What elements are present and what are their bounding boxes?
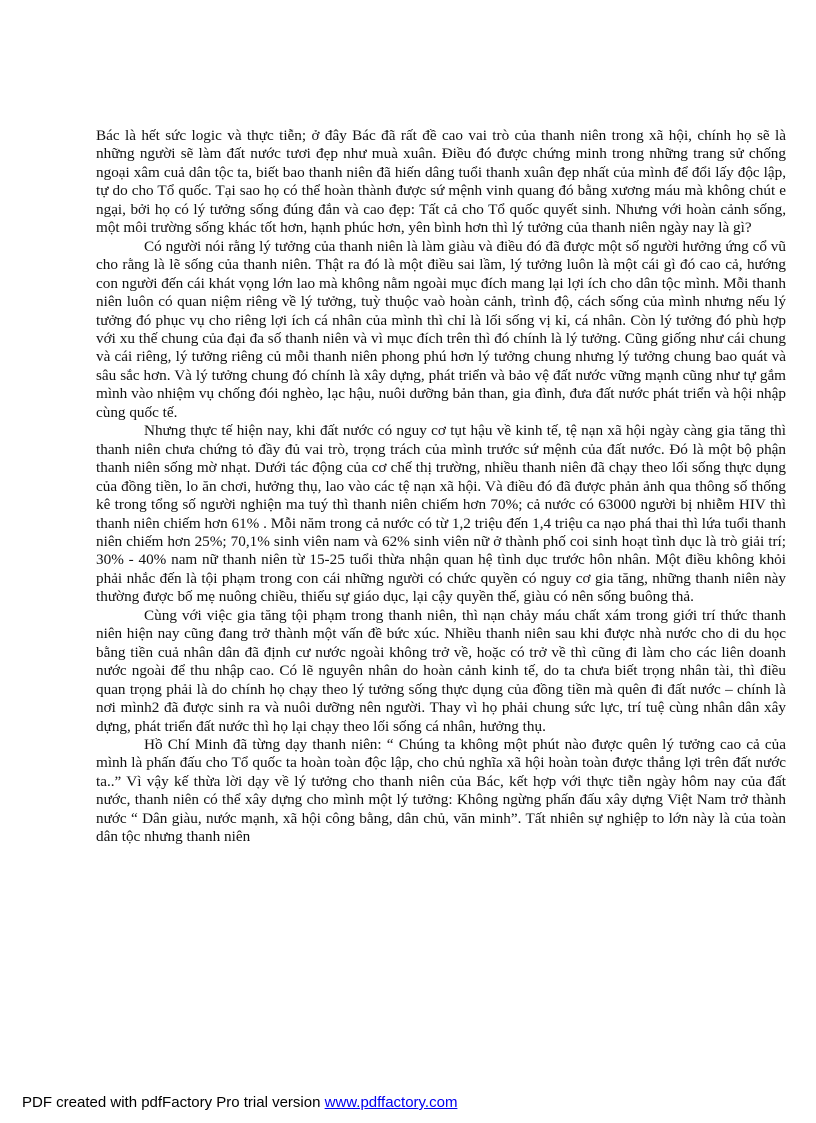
document-body [96, 127, 786, 847]
paragraph-3: Nhưng thực tế hiện nay, khi đất nước có nguy cơ tụt hậu về kinh tế, tệ nạn xã hội ngày càng gia tăng thì thanh niên chưa chứng tỏ đầy đủ vai trò, trọng trách của mình trước sứ mệnh của đất nước. Đó là một bộ phận thanh niên sống mờ nhạt. Dưới tác động của cơ chế thị trường, nhiều thanh niên đã chạy theo lối sống thực dụng của đồng tiền, lo ăn chơi, hưởng thụ, lao vào các tệ nạn xã hội. Và điều đó đã được phản ảnh qua thông số thống kê trong tổng số người nghiện ma tuý thì thanh niên chiếm hơn 70%; cả nước có 63000 người bị nhiễm HIV thì thanh niên chiếm hơn 61% . Mỗi năm trong cả nước có từ 1,2 triệu đến 1,4 triệu ca nạo phá thai thì lứa tuổi thanh niên chiếm hơn 25%; 70,1% sinh viên nam và 62% sinh viên nữ ở thành phố coi sinh hoạt tình dục là trò giải trí; 30% - 40% nam nữ thanh niên từ 15-25 tuổi thừa nhận quan hệ tình dục trước hôn nhân. Một điều không khỏi phải nhắc đến là tội phạm trong con cái những người có chức quyền có nguy cơ gia tăng, những thanh niên này thường được bố mẹ nuông chiều, thiếu sự giáo dục, lại cậy quyền thế, giàu có nên sống buông thả. [96, 422, 786, 606]
footer-text: PDF created with pdfFactory Pro trial version [22, 1094, 325, 1111]
pdf-footer [22, 1094, 457, 1111]
paragraph-1: Bác là hết sức logic và thực tiễn; ở đây Bác đã rất đề cao vai trò của thanh niên trong xã hội, chính họ sẽ là những người sẽ làm đất nước tươi đẹp như muà xuân. Điều đó được chứng minh trong những trang sử chống ngoại xâm cuả dân tộc ta, biết bao thanh niên đã hiến dâng tuổi thanh xuân đẹp nhất của mình để đổi lấy độc lập, tự do cho Tổ quốc. Tại sao họ có thể hoàn thành được sứ mệnh vinh quang đó bằng xương máu mà không chút e ngại, bởi họ có lý tưởng sống đúng đắn và cao đẹp: Tất cả cho Tổ quốc quyết sinh. Nhưng với hoàn cảnh sống, một môi trường sống khác tốt hơn, hạnh phúc hơn, yên bình hơn thì lý tưởng của thanh niên ngày nay là gì? [96, 127, 786, 237]
paragraph-4: Cùng với việc gia tăng tội phạm trong thanh niên, thì nạn chảy máu chất xám trong giới trí thức thanh niên hiện nay cũng đang trở thành một vấn đề bức xúc. Nhiều thanh niên sau khi được nhà nước cho di du học bằng tiền cuả nhân dân đã định cư nước ngoài không trở về, hoặc có trở về thì cũng đi làm cho các liên doanh nước ngoài để thu nhập cao. Có lẽ nguyên nhân do hoàn cảnh kinh tế, do ta chưa biết trọng nhân tài, thì điều quan trọng phải là do chính họ chạy theo lý tưởng sống thực dụng của đồng tiền mà quên đi đất nước – chính là nơi mình2 đã được sinh ra và nuôi dưỡng nên người. Thay vì họ phải chung sức lực, trí tuệ cùng nhân dân xây dựng, phát triển đất nước thì họ lại chạy theo lối sống cá nhân, hưởng thụ. [96, 606, 786, 735]
paragraph-5: Hồ Chí Minh đã từng dạy thanh niên: “ Chúng ta không một phút nào được quên lý tưởng cao cả của mình là phấn đấu cho Tổ quốc ta hoàn toàn độc lập, cho chủ nghĩa xã hội hoàn toàn được thắng lợi trên đất nước ta..” Vì vậy kế thừa lời dạy về lý tưởng cho thanh niên của Bác, kết hợp với thực tiễn ngày hôm nay của đất nước, thanh niên có thể xây dựng cho mình một lý tưởng: Không ngừng phấn đấu xây dựng Việt Nam trở thành nước “ Dân giàu, nước mạnh, xã hội công bằng, dân chủ, văn minh”. Tất nhiên sự nghiệp to lớn này là của toàn dân tộc nhưng thanh niên [96, 735, 786, 846]
paragraph-2: Có người nói rằng lý tưởng của thanh niên là làm giàu và điều đó đã được một số người hưởng ứng cổ vũ cho rằng là lẽ sống của thanh niên. Thật ra đó là một điều sai lầm, lý tưởng luôn là một cái gì đó cao cả, hướng con người đến cái khát vọng lớn lao mà không nằm ngoài mục đích mang lại lợi ích cho dân tộc mình. Mỗi thanh niên luôn có quan niệm riêng về lý tưởng, tuỳ thuộc vaò hoàn cảnh, trình độ, cách sống của mình nhưng nếu lý tưởng đó phục vụ cho riêng lợi ích cá nhân của mình thì chỉ là lối sống vị kỉ, cá nhân. Còn lý tưởng đó phù hợp với xu thế chung của đại đa số thanh niên và vì mục đích trên thì đó chính là lý tưởng. Cũng giống như cái chung và cái riêng, lý tưởng riêng củ mỗi thanh niên phong phú hơn lý tưởng chung nhưng lý tưởng chung bao quát và sâu sắc hơn. Và lý tưởng chung đó chính là xây dựng, phát triển và bảo vệ đất nước vững mạnh cũng như tự gắm mình vào nhiệm vụ chống đói nghèo, lạc hậu, nuôi dưỡng bản than, gia đình, đưa đất nước phát triển và hội nhập cùng quốc tế. [96, 237, 786, 421]
footer-link[interactable]: www.pdffactory.com [324, 1094, 458, 1111]
